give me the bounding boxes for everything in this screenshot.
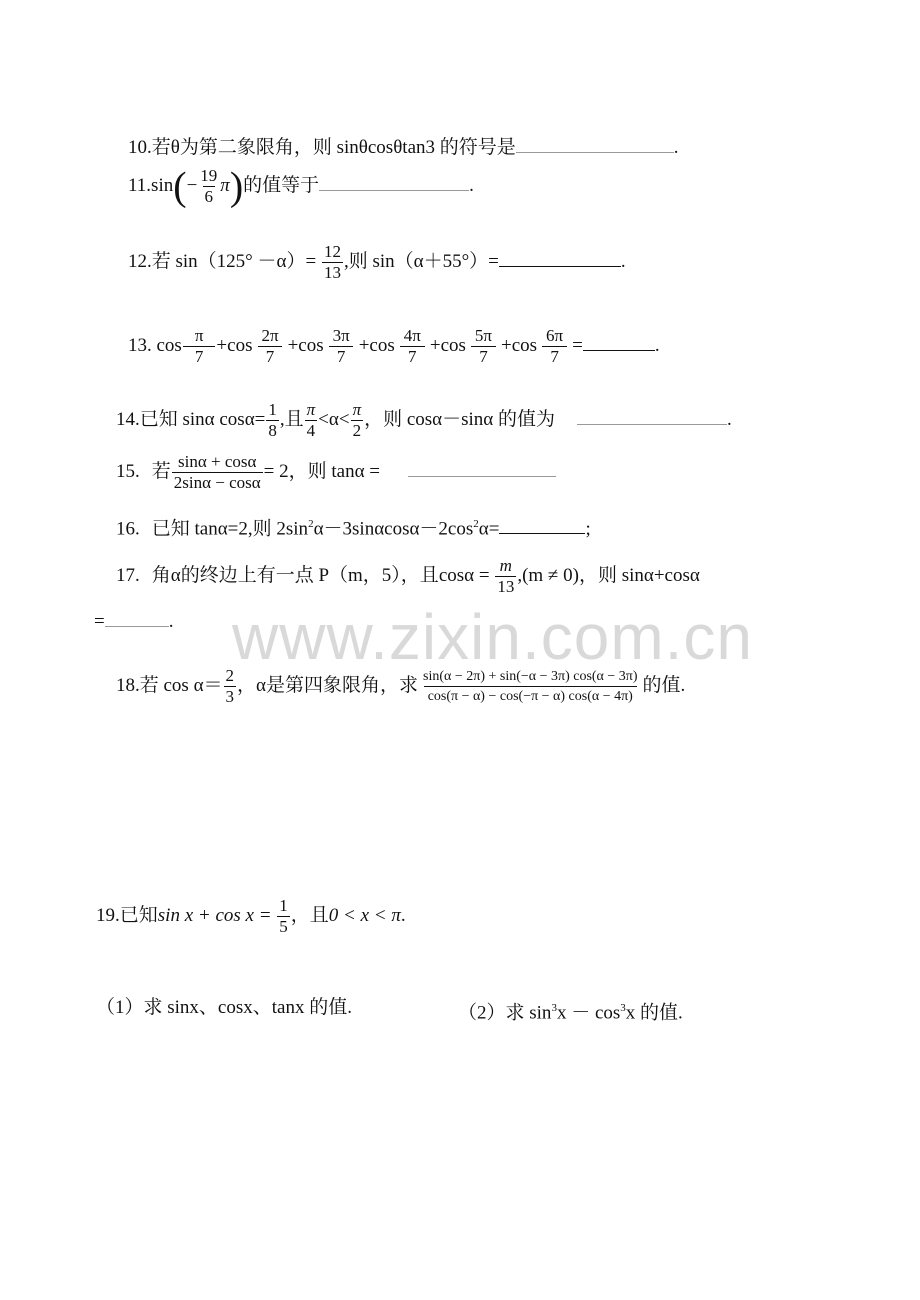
q18-mid: ，α是第四象限角，求 (237, 674, 419, 696)
q16-text-c: α= (478, 518, 500, 540)
q19-pre: 已知 (119, 904, 158, 926)
q12-answer-blank[interactable] (499, 248, 621, 267)
q11-answer-blank[interactable] (319, 172, 469, 191)
q18-frac-small-den: 3 (225, 687, 235, 706)
q17-frac-num: m (499, 556, 512, 575)
q14-frac-1-den: 8 (268, 421, 277, 440)
q19-part2-b: x － cos (556, 1002, 621, 1024)
q14-pre: 已知 sinα cosα= (139, 408, 266, 430)
q17-cos: cosα = (438, 564, 495, 586)
q16-number: 16. (116, 518, 140, 540)
q15-eq: = 2 (263, 460, 289, 482)
q15-pre: 若 (151, 460, 171, 482)
question-11 (128, 163, 474, 209)
question-17-line-2 (94, 608, 173, 634)
question-16 (116, 512, 591, 541)
q16-answer-blank[interactable] (499, 515, 585, 534)
q13-term-6-func: cos (511, 334, 538, 356)
q11-left-paren: ( (173, 163, 187, 209)
q14-lt: <α< (318, 408, 350, 430)
q14-mid: ,且 (279, 408, 304, 430)
q18-frac-big-den: cos(π − α) − cos(−π − α) cos(α − 4π) (424, 686, 637, 706)
q14-answer-blank[interactable] (577, 406, 727, 425)
q11-func: sin (151, 174, 174, 196)
q19-range: 0 < x < π (328, 904, 401, 926)
q17-cond: ,(m ≠ 0) (517, 564, 579, 586)
q13-term-4-frac (396, 326, 429, 367)
q13-term-3-den: 7 (329, 346, 354, 367)
q13-term-6 (511, 326, 583, 366)
q13-term-2-den: 7 (258, 346, 283, 367)
q16-text-a: 已知 tanα=2,则 2sin (151, 518, 309, 540)
q17-end: . (168, 611, 174, 632)
q11-number: 11. (128, 174, 152, 196)
q13-term-5 (440, 326, 512, 366)
q18-pre: 若 cos α＝ (139, 674, 223, 696)
q13-term-6-den: 7 (542, 346, 567, 367)
q13-term-5-num: 5π (474, 326, 492, 345)
q13-end: . (654, 334, 660, 356)
q10-number: 10. (128, 137, 152, 158)
q15-fraction (172, 452, 263, 493)
q13-term-2 (227, 326, 299, 366)
q12-post: ,则 sin（α＋55°）= (343, 250, 499, 272)
q13-term-6-frac (538, 326, 571, 367)
q13-term-3-op: + (358, 334, 370, 356)
question-18 (116, 666, 685, 707)
question-13 (128, 326, 660, 367)
q13-answer-blank[interactable] (583, 332, 655, 351)
q16-text-b: α－3sinαcosα－2cos (313, 518, 474, 540)
q14-number: 14. (116, 408, 140, 430)
q12-pre: 若 sin（125° －α）= (151, 250, 321, 272)
q13-term-2-func: cos (227, 334, 253, 356)
q18-frac-big-num: sin(α − 2π) + sin(−α − 3π) cos(α − 3π) (423, 669, 638, 684)
q19-fraction (277, 896, 290, 937)
q14-frac-2-den: 4 (306, 421, 316, 440)
q11-pi: π (220, 174, 230, 196)
q12-end: . (620, 250, 626, 272)
q11-end: . (469, 174, 474, 196)
q10-end: . (673, 137, 679, 158)
q13-term-1-func: cos (156, 334, 182, 356)
q18-number: 18. (116, 674, 140, 696)
q16-end: ; (585, 518, 591, 540)
q17-line2-pre: = (94, 611, 105, 632)
q13-term-2-op: + (287, 334, 299, 356)
q19-frac-num: 1 (279, 896, 288, 915)
q18-frac-small (224, 666, 237, 707)
q14-frac-3-den: 2 (352, 421, 362, 440)
q19-part2-c: x 的值. (625, 1002, 683, 1024)
q13-term-5-func: cos (440, 334, 466, 356)
q13-term-1-den: 7 (183, 346, 216, 367)
q12-frac-num: 12 (323, 242, 341, 261)
q14-frac-1 (266, 400, 279, 441)
question-19 (96, 896, 406, 937)
q12-fraction (322, 242, 343, 283)
q15-answer-blank[interactable] (408, 458, 556, 477)
q13-term-5-frac (467, 326, 500, 367)
q19-number: 19. (96, 904, 120, 926)
q19-end: . (400, 904, 406, 926)
q14-frac-3-num: π (352, 400, 362, 419)
q14-end: . (727, 408, 732, 430)
q14-frac-2-num: π (306, 400, 316, 419)
q13-term-4-func: cos (369, 334, 395, 356)
q17-pre: 角α的终边上有一点 P（m，5），且 (151, 564, 439, 586)
q13-term-1 (156, 326, 228, 366)
q17-fraction (495, 556, 516, 597)
q13-term-6-op: = (572, 334, 583, 356)
q12-frac-den: 13 (323, 263, 341, 282)
q17-frac-den: 13 (497, 577, 515, 596)
question-14 (116, 400, 732, 441)
q16-sup-1: 2 (308, 518, 314, 530)
q15-frac-den: 2sinα − cosα (173, 473, 261, 492)
q17-post: ，则 sinα+cosα (578, 564, 700, 586)
q13-number: 13. (128, 334, 152, 356)
q19-part2-sup-2: 3 (620, 1002, 626, 1014)
q13-term-5-den: 7 (471, 346, 496, 367)
q16-sup-2: 2 (473, 518, 479, 530)
q11-frac-den: 6 (204, 187, 214, 206)
q14-frac-3 (351, 400, 364, 441)
question-17 (116, 556, 700, 597)
q10-answer-blank[interactable] (516, 134, 674, 153)
q13-term-1-num: π (194, 326, 204, 345)
q15-number: 15. (116, 460, 140, 482)
q19-post: ，且 (290, 904, 329, 926)
q13-term-3-frac (325, 326, 358, 367)
q13-term-3-func: cos (298, 334, 324, 356)
watermark: www.zixin.com.cn (232, 601, 753, 673)
q17-number: 17. (116, 564, 140, 586)
q11-frac-num: 19 (200, 166, 218, 185)
q15-post: ，则 tanα = (288, 460, 381, 482)
q13-term-5-op: + (500, 334, 512, 356)
q18-frac-big (419, 667, 642, 706)
question-15 (116, 452, 556, 493)
q10-text: 若θ为第二象限角，则 sinθcosθtan3 的符号是 (151, 137, 516, 158)
q14-frac-2 (305, 400, 318, 441)
q19-frac-den: 5 (279, 917, 288, 936)
q18-frac-small-num: 2 (225, 666, 235, 685)
q13-term-4-num: 4π (403, 326, 421, 345)
q13-term-6-num: 6π (546, 326, 564, 345)
q12-number: 12. (128, 250, 152, 272)
q19-part1: （1）求 sinx、cosx、tanx 的值. (96, 997, 352, 1018)
q11-fraction (198, 166, 219, 207)
q13-term-4-den: 7 (400, 346, 425, 367)
question-19-part-1 (96, 996, 352, 1020)
q14-post: ，则 cosα－sinα 的值为 (364, 408, 556, 430)
q13-term-3 (298, 326, 370, 366)
q13-term-2-frac (253, 326, 286, 367)
q11-sign: − (186, 174, 198, 196)
q13-term-4 (369, 326, 441, 366)
q19-part2-a: （2）求 sin (458, 1002, 552, 1024)
question-12 (128, 242, 626, 283)
q13-term-3-num: 3π (332, 326, 350, 345)
q13-term-1-frac (183, 326, 216, 367)
q13-term-2-num: 2π (261, 326, 279, 345)
q19-part2-sup-1: 3 (551, 1002, 557, 1014)
question-19-part-2 (458, 996, 683, 1025)
q15-frac-num: sinα + cosα (178, 452, 257, 471)
q13-term-4-op: + (429, 334, 441, 356)
q18-post: 的值. (642, 674, 686, 696)
q11-right-paren: ) (229, 163, 244, 209)
question-10 (128, 134, 679, 160)
q11-text: 的值等于 (243, 174, 320, 196)
q17-answer-blank[interactable] (105, 608, 169, 627)
q19-expr: sin x + cos x = (157, 904, 277, 926)
q14-frac-1-num: 1 (268, 400, 277, 419)
q13-term-1-op: + (216, 334, 228, 356)
